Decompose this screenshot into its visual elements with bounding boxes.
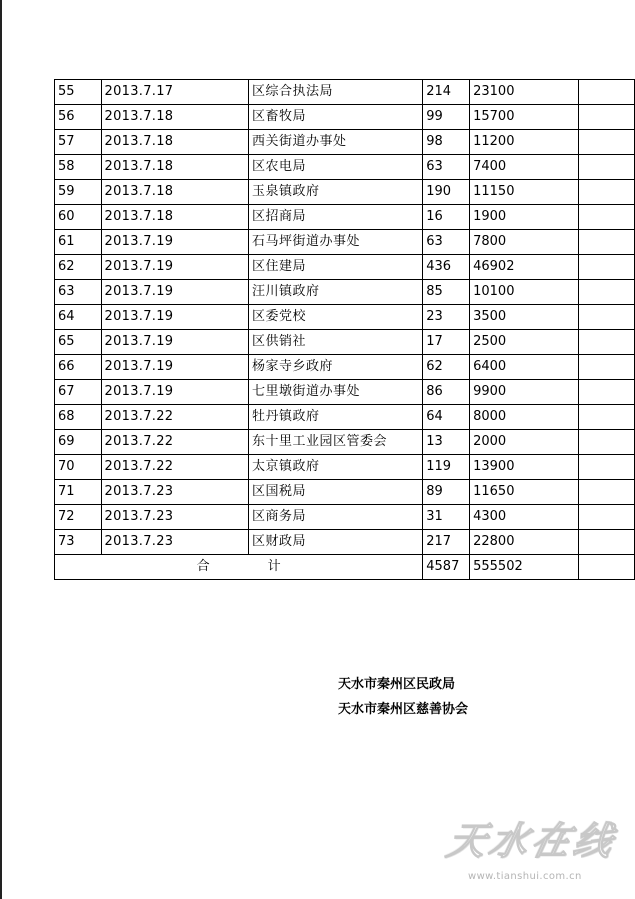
row-date: 2013.7.23 [101, 505, 248, 530]
row-number: 55 [55, 80, 102, 105]
row-amount: 8000 [470, 405, 579, 430]
row-unit: 玉泉镇政府 [248, 180, 422, 205]
table-row [55, 505, 635, 530]
row-people: 62 [423, 355, 470, 380]
row-people: 17 [423, 330, 470, 355]
row-date: 2013.7.19 [101, 255, 248, 280]
row-unit: 区委党校 [248, 305, 422, 330]
row-unit: 七里墩街道办事处 [248, 380, 422, 405]
total-row [55, 555, 635, 580]
row-people: 98 [423, 130, 470, 155]
row-remark-cell [578, 355, 634, 380]
table-row [55, 130, 635, 155]
row-unit: 区供销社 [248, 330, 422, 355]
row-people: 190 [423, 180, 470, 205]
row-date: 2013.7.19 [101, 380, 248, 405]
row-amount: 11150 [470, 180, 579, 205]
row-remark-cell [578, 80, 634, 105]
row-amount: 11200 [470, 130, 579, 155]
row-date: 2013.7.19 [101, 230, 248, 255]
row-unit: 牡丹镇政府 [248, 405, 422, 430]
row-date: 2013.7.18 [101, 205, 248, 230]
row-people: 31 [423, 505, 470, 530]
row-unit: 区财政局 [248, 530, 422, 555]
row-amount: 46902 [470, 255, 579, 280]
table-row [55, 430, 635, 455]
row-number: 65 [55, 330, 102, 355]
signature-line-1: 天水市秦州区民政局 [338, 677, 456, 692]
donation-table-body [55, 80, 635, 555]
row-remark-cell [578, 155, 634, 180]
signature-line-2: 天水市秦州区慈善协会 [338, 702, 469, 717]
row-date: 2013.7.22 [101, 405, 248, 430]
total-remark-cell [578, 555, 634, 580]
row-date: 2013.7.19 [101, 305, 248, 330]
table-row [55, 105, 635, 130]
row-number: 71 [55, 480, 102, 505]
row-number: 67 [55, 380, 102, 405]
row-number: 59 [55, 180, 102, 205]
row-date: 2013.7.18 [101, 155, 248, 180]
row-number: 66 [55, 355, 102, 380]
row-remark-cell [578, 105, 634, 130]
row-remark-cell [578, 380, 634, 405]
row-number: 69 [55, 430, 102, 455]
row-unit: 太京镇政府 [248, 455, 422, 480]
row-date: 2013.7.18 [101, 130, 248, 155]
row-remark-cell [578, 180, 634, 205]
row-people: 99 [423, 105, 470, 130]
row-amount: 13900 [470, 455, 579, 480]
row-number: 64 [55, 305, 102, 330]
row-amount: 4300 [470, 505, 579, 530]
row-amount: 23100 [470, 80, 579, 105]
row-date: 2013.7.22 [101, 430, 248, 455]
watermark-url: www.tianshui.com.cn [468, 871, 582, 882]
table-row [55, 230, 635, 255]
row-people: 63 [423, 230, 470, 255]
row-number: 72 [55, 505, 102, 530]
row-remark-cell [578, 280, 634, 305]
table-row [55, 355, 635, 380]
row-number: 58 [55, 155, 102, 180]
row-remark-cell [578, 430, 634, 455]
row-people: 86 [423, 380, 470, 405]
row-people: 63 [423, 155, 470, 180]
row-number: 61 [55, 230, 102, 255]
row-number: 56 [55, 105, 102, 130]
watermark-brand: 天水在线 [443, 818, 621, 863]
row-number: 62 [55, 255, 102, 280]
row-unit: 区招商局 [248, 205, 422, 230]
watermark-logo [443, 818, 628, 894]
table-row [55, 180, 635, 205]
donation-table [54, 79, 635, 580]
row-date: 2013.7.23 [101, 480, 248, 505]
row-date: 2013.7.22 [101, 455, 248, 480]
row-date: 2013.7.19 [101, 355, 248, 380]
row-amount: 7400 [470, 155, 579, 180]
table-row [55, 280, 635, 305]
row-amount: 15700 [470, 105, 579, 130]
row-remark-cell [578, 255, 634, 280]
row-remark-cell [578, 530, 634, 555]
row-date: 2013.7.18 [101, 105, 248, 130]
row-amount: 6400 [470, 355, 579, 380]
table-row [55, 330, 635, 355]
row-unit: 区商务局 [248, 505, 422, 530]
row-unit: 区综合执法局 [248, 80, 422, 105]
table-row [55, 405, 635, 430]
total-amount: 555502 [470, 555, 579, 580]
row-people: 436 [423, 255, 470, 280]
row-remark-cell [578, 405, 634, 430]
row-date: 2013.7.19 [101, 280, 248, 305]
row-remark-cell [578, 230, 634, 255]
table-row [55, 530, 635, 555]
table-row [55, 480, 635, 505]
table-row [55, 380, 635, 405]
row-unit: 东十里工业园区管委会 [248, 430, 422, 455]
row-unit: 西关街道办事处 [248, 130, 422, 155]
row-date: 2013.7.19 [101, 330, 248, 355]
row-amount: 7800 [470, 230, 579, 255]
table-row [55, 205, 635, 230]
row-number: 63 [55, 280, 102, 305]
total-label [55, 555, 423, 580]
row-number: 70 [55, 455, 102, 480]
row-unit: 区畜牧局 [248, 105, 422, 130]
row-amount: 1900 [470, 205, 579, 230]
row-remark-cell [578, 480, 634, 505]
table-row [55, 305, 635, 330]
total-label-part2: 计 [267, 559, 281, 574]
row-remark-cell [578, 205, 634, 230]
row-amount: 10100 [470, 280, 579, 305]
row-remark-cell [578, 455, 634, 480]
row-people: 214 [423, 80, 470, 105]
row-people: 89 [423, 480, 470, 505]
row-people: 64 [423, 405, 470, 430]
row-date: 2013.7.18 [101, 180, 248, 205]
row-amount: 11650 [470, 480, 579, 505]
row-unit: 区农电局 [248, 155, 422, 180]
row-people: 85 [423, 280, 470, 305]
row-people: 16 [423, 205, 470, 230]
row-date: 2013.7.23 [101, 530, 248, 555]
row-unit: 区国税局 [248, 480, 422, 505]
row-date: 2013.7.17 [101, 80, 248, 105]
row-people: 13 [423, 430, 470, 455]
row-remark-cell [578, 330, 634, 355]
total-people: 4587 [423, 555, 470, 580]
page-edge [0, 0, 2, 899]
row-number: 73 [55, 530, 102, 555]
row-people: 119 [423, 455, 470, 480]
row-remark-cell [578, 305, 634, 330]
row-amount: 2500 [470, 330, 579, 355]
row-unit: 汪川镇政府 [248, 280, 422, 305]
total-label-part1: 合 [196, 559, 210, 574]
row-amount: 2000 [470, 430, 579, 455]
row-amount: 9900 [470, 380, 579, 405]
row-remark-cell [578, 505, 634, 530]
row-amount: 3500 [470, 305, 579, 330]
row-number: 57 [55, 130, 102, 155]
table-row [55, 155, 635, 180]
row-number: 60 [55, 205, 102, 230]
row-number: 68 [55, 405, 102, 430]
row-unit: 杨家寺乡政府 [248, 355, 422, 380]
row-people: 217 [423, 530, 470, 555]
table-row [55, 255, 635, 280]
row-amount: 22800 [470, 530, 579, 555]
table-row [55, 455, 635, 480]
signature-block [338, 672, 468, 722]
row-people: 23 [423, 305, 470, 330]
row-unit: 石马坪街道办事处 [248, 230, 422, 255]
row-unit: 区住建局 [248, 255, 422, 280]
row-remark-cell [578, 130, 634, 155]
table-row [55, 80, 635, 105]
